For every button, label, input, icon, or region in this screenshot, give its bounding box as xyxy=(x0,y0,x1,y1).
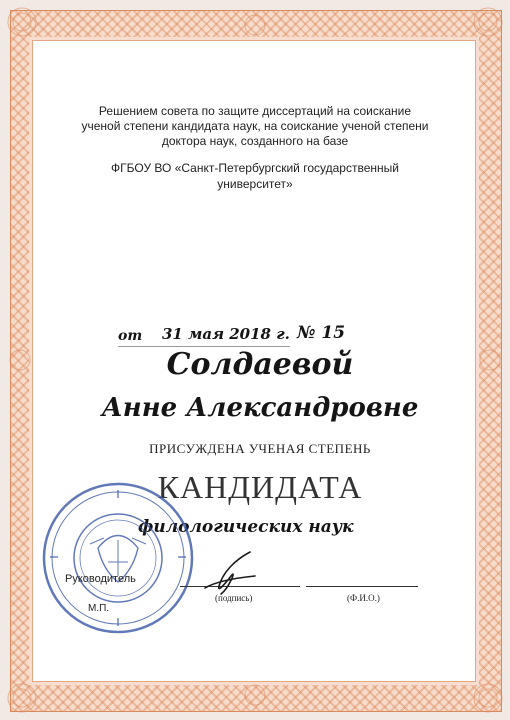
stamp-label: М.П. xyxy=(88,603,110,614)
official-seal xyxy=(38,478,198,638)
header-line-2: ученой степени кандидата наук, на соискание ученой степени xyxy=(81,119,429,133)
from-label: от xyxy=(118,328,143,344)
recipient-surname: Солдаевой xyxy=(166,347,354,382)
decision-date: 31 мая 2018 г. xyxy=(162,325,290,343)
recipient-given-names: Анне Александровне xyxy=(101,393,419,423)
council-decision-text xyxy=(50,104,460,149)
awarded-text: ПРИСУЖДЕНА УЧЕНАЯ СТЕПЕНЬ xyxy=(149,441,371,456)
name-caption: (Ф.И.О.) xyxy=(347,593,380,603)
institution-line-2: университет» xyxy=(217,177,293,191)
header-line-3: доктора наук, созданного на базе xyxy=(161,134,349,148)
institution-name xyxy=(50,160,460,192)
handwritten-signature xyxy=(195,548,265,598)
sign-caption: (подпись) xyxy=(215,593,253,603)
name-line xyxy=(306,586,418,587)
science-field: филологических наук xyxy=(138,517,354,537)
head-label: Руководитель xyxy=(65,573,136,585)
institution-line-1: ФГБОУ ВО «Санкт-Петербургский государственный xyxy=(111,161,399,175)
header-line-1: Решением совета по защите диссертаций на соискание xyxy=(98,104,412,118)
degree-title: КАНДИДАТА xyxy=(157,469,363,505)
decision-number: № 15 xyxy=(297,323,346,343)
